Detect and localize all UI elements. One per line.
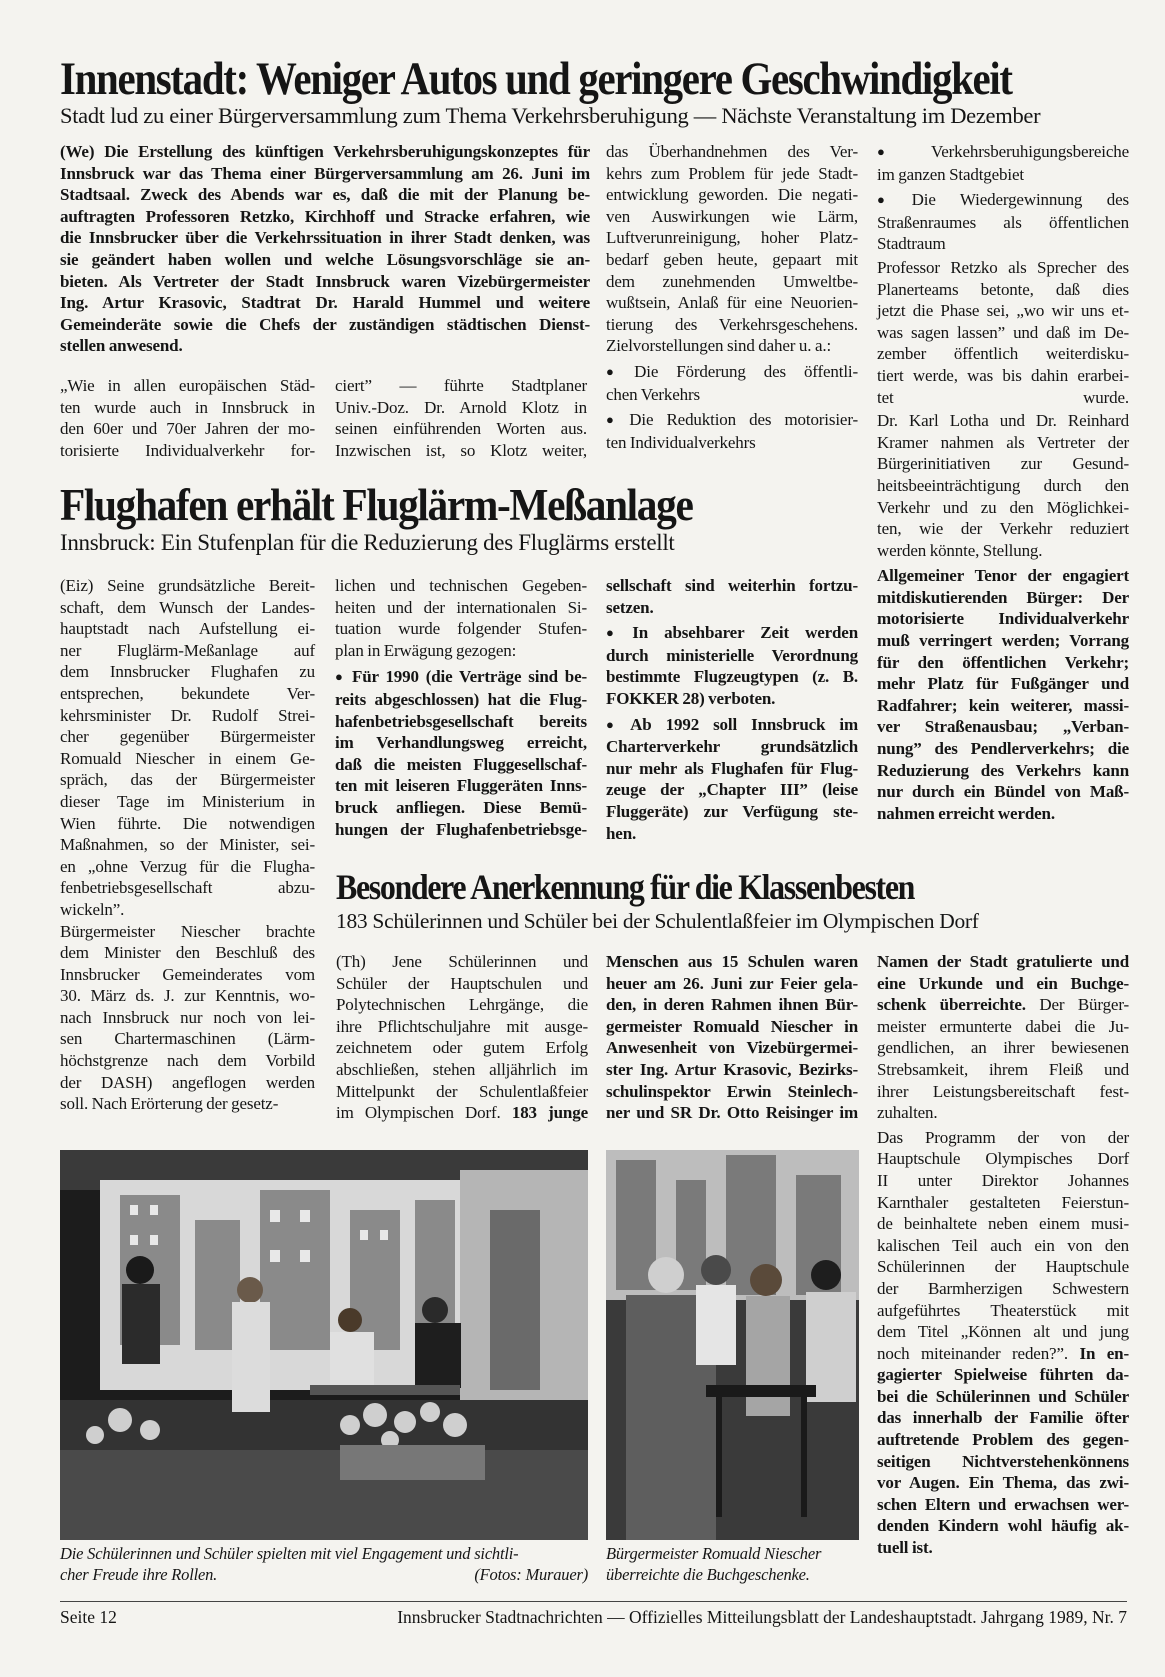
bullet-line: ● Verkehrsberuhigungsbereiche [877,141,1129,164]
article2-col2 [335,575,587,840]
article3-col3 [877,951,1129,1559]
bullet-line: ● Die Förderung des öffentli- [606,361,858,384]
text-line: heiten und der internationalen Si- [335,597,587,617]
text-line: sellschaft sind weiterhin fortzu- [606,576,858,595]
bullet-line: durch ministerielle Verordnung [606,645,858,665]
bold-run: In en- [1067,1343,1129,1363]
text-line: entwicklung geworden. Die negati- [606,185,858,205]
bullet-line: hafenbetriebsgesellschaft bereits [335,711,587,731]
bullet-line: ● In absehbarer Zeit werden [606,622,858,645]
bullet-line: im Verhandlungsweg erreicht, [335,733,587,753]
text-line: Allgemeiner Tenor der engagiert [877,566,1129,586]
text-line: Das Programm der von der [877,1127,1129,1147]
text-line: kalischen Teil auch ein von den [877,1235,1129,1255]
text-line: ster Ing. Artur Krasovic, Bezirks- [606,1059,858,1079]
text-line: germeister Romuald Niescher in [606,1016,858,1036]
text-line: abschließen, stehen alljährlich im [336,1059,588,1079]
bullet-line: bruck anfliegen. Diese Bemü- [335,797,587,817]
text-line: seitigen Nichtverstehenkönnens [877,1451,1129,1471]
text-line: seinen einführenden Worten aus. [335,419,587,439]
text-line: mehr Platz für Fußgänger und [877,674,1129,694]
text-line: Menschen aus 15 Schulen waren [606,952,858,971]
text-run: Der Bürger- [1025,995,1130,1015]
text-line: ten, wie der Verkehr reduziert [877,519,1129,539]
text-line: Schülerinnen der Hauptschule [877,1257,1129,1277]
text-line: soll. Nach Erörterung der gesetz- [60,1094,279,1114]
text-line: Luftverunreinigung, hoher Platz- [606,228,858,248]
text-line: zuhalten. [877,1103,938,1123]
text-line: heuer am 26. Juni zur Feier gela- [606,973,858,993]
text-line: schen Eltern und erwachsen wer- [877,1494,1129,1514]
text-line: muß verringert werden; Vorrang [877,631,1129,651]
text-line: ten wurde auch in Innsbruck in [60,397,315,417]
bullet-line: im ganzen Stadtgebiet [877,164,1024,184]
text-line [877,1343,1129,1365]
text-line: ihrer Leistungsbereitschaft fest- [877,1081,1129,1101]
text-run: im Olympischen Dorf. [336,1103,512,1123]
bullet-line: zeuge der „Chapter III” (leise [606,780,858,800]
text-line: ver Straßenausbau; „Verban- [877,717,1129,737]
text-line: tuation wurde folgender Stufen- [335,619,587,639]
text-line: was sagen lassen” und daß im De- [877,322,1129,342]
text-line: kehrs zum Problem für jede Stadt- [606,163,858,183]
text-line: Karnthaler gestalteten Feierstun- [877,1192,1129,1212]
text-line: werden könnte, Stellung. [877,540,1043,560]
text-line: Mittelpunkt der Schulentlaßfeier [336,1081,588,1101]
text-line: Inzwischen ist, so Klotz weiter, [335,440,587,460]
intro-line: bieten. Als Vertreter der Stadt Innsbruck waren Vizebürgermeister [60,271,590,291]
article2-col1 [60,575,315,1115]
text-line: den, in deren Rahmen ihnen Bür- [606,995,858,1015]
text-line: Wien führte. Die notwendigen [60,813,315,833]
ceremony-photo [606,1150,859,1540]
text-line: (Th) Jene Schülerinnen und [336,952,588,971]
caption-line: Die Schülerinnen und Schüler spielten mit viel Engagement und sichtli- [60,1544,519,1563]
text-line: dieser Tage im Ministerium in [60,791,315,811]
text-line: cher gegenüber Bürgermeister [60,727,315,747]
text-line: vor Augen. Ein Thema, das zwi- [877,1473,1129,1493]
text-line: das innerhalb der Familie öfter [877,1408,1129,1428]
text-line: lichen und technischen Gegeben- [335,576,587,595]
bullet-line: ten mit leiseren Fluggeräten Inns- [335,776,587,796]
text-line: dem zunehmenden Umweltbe- [606,271,858,291]
page-number: Seite 12 [60,1607,117,1627]
text-line: heitsbeeinträchtigung durch den [877,475,1129,495]
article1-title: Innenstadt: Weniger Autos und geringere Geschwindigkeit [60,53,1012,105]
intro-line: (We) Die Erstellung des künftigen Verkehrsberuhigungskonzeptes für [60,142,590,161]
text-line: Polytechnischen Lehrgänge, die [336,995,588,1015]
text-run: noch miteinander reden?”. [877,1343,1068,1363]
stage-photo [60,1150,588,1540]
text-line: kehrsminister Dr. Rudolf Strei- [60,705,315,725]
photo-credit: (Fotos: Murauer) [474,1565,588,1584]
article1-col4 [877,141,1129,824]
caption-line: Bürgermeister Romuald Niescher [606,1544,822,1563]
bullet-line: Fluggeräte) zur Verfügung ste- [606,801,858,821]
text-line: gagierter Spielweise führten da- [877,1365,1129,1385]
text-line: zember öffentlich weiterdisku- [877,344,1129,364]
text-line: Maßnahmen, so der Minister, sei- [60,835,315,855]
text-line: dem Minister den Beschluß des [60,943,315,963]
text-line: der DASH) angeflogen werden [60,1072,315,1092]
text-line: für den öffentlichen Verkehr; [877,652,1129,672]
text-line: nung” des Pendlerverkehrs; die [877,739,1129,759]
text-line: aufgeführtes Theaterstück mit [877,1300,1129,1320]
caption-line: überreichte die Buchgeschenke. [606,1565,810,1584]
bullet-line: ● Ab 1992 soll Innsbruck im [606,714,858,737]
article1-col3 [606,141,858,453]
text-line: tierung des Verkehrsgeschehens. [606,314,858,334]
intro-line: Gemeinderäte sowie die Chefs der zuständigen städtischen Dienst- [60,314,590,334]
text-line: „Wie in allen europäischen Städ- [60,376,315,395]
bullet-line: daß die meisten Fluggesellschaf- [335,754,587,774]
text-line: ner Fluglärm-Meßanlage auf [60,640,315,660]
text-line: Strebsamkeit, ihrem Fleiß und [877,1059,1129,1079]
article3-title: Besondere Anerkennung für die Klassenbesten [336,867,915,907]
text-line: mitdiskutierenden Bürger: Der [877,587,1129,607]
bullet-line: Stadtraum [877,234,946,254]
intro-line: stellen anwesend. [60,336,183,356]
text-line: Planerteams betonte, daß dies [877,279,1129,299]
bullet-line: ● Die Wiedergewinnung des [877,189,1129,212]
bold-run: 183 junge [511,1103,588,1123]
text-line: bei die Schülerinnen und Schüler [877,1386,1129,1406]
bullet-line: bestimmte Flugzeugtypen (z. B. [606,667,858,687]
text-line: höchstgrenze nach dem Vorbild [60,1051,315,1071]
text-line: der Barmherzigen Schwestern [877,1278,1129,1298]
text-line: gendlichen, an ihrer bewiesenen [877,1038,1129,1058]
text-line: tiert werde, was bis dahin erarbei- [877,365,1129,385]
text-line: nahmen erreicht werden. [877,803,1055,823]
text-line: schulinspektor Erwin Steinlech- [606,1081,858,1101]
intro-line: sie geändert haben wollen und welche Lösungsvorschläge sie an- [60,249,590,269]
text-line: setzen. [606,597,654,617]
article2-title: Flughafen erhält Fluglärm-Meßanlage [60,480,693,530]
text-line: 30. März ds. J. zur Kenntnis, wo- [60,986,315,1006]
article1-intro [60,141,590,357]
text-line [336,1102,588,1124]
bullet-line: Charterverkehr grundsätzlich [606,737,858,757]
text-line: denden Kindern wohl häufig ak- [877,1516,1129,1536]
text-line: nur durch ein Bündel von Maß- [877,782,1129,802]
text-line: Bürgerinitiativen zur Gesund- [877,454,1129,474]
article1-col1 [60,375,315,461]
text-line: Reduzierung des Verkehrs kann [877,760,1129,780]
text-line [877,994,1129,1016]
bold-run: schenk überreichte. [877,995,1026,1015]
text-line: motorisierte Individualverkehr [877,609,1129,629]
article2-subtitle: Innsbruck: Ein Stufenplan für die Reduzierung des Fluglärms erstellt [60,530,675,555]
text-line: sen Chartermaschinen (Lärm- [60,1029,315,1049]
text-line: bedarf geben heute, gepaart mit [606,249,858,269]
text-line: II unter Direktor Johannes [877,1170,1129,1190]
text-line: dem Titel „Können alt und jung [877,1322,1129,1342]
text-line: entsprechen, bekundete Ver- [60,683,315,703]
text-line: hauptstadt nach Aufstellung ei- [60,619,315,639]
bullet-line: ● Für 1990 (die Verträge sind be- [335,666,587,689]
text-line: Professor Retzko als Sprecher des [877,257,1129,277]
text-line: ner und SR Dr. Otto Reisinger im [606,1103,858,1123]
footer-rule [60,1601,1127,1602]
intro-line: auftragten Professoren Retzko, Kirchhoff und Stracke erfahren, wie [60,206,590,226]
text-line: de beinhaltete neben einem musi- [877,1214,1129,1234]
text-line: ihre Pflichtschuljahre mit ausge- [336,1016,588,1036]
bullet-line: ● Die Reduktion des motorisier- [606,409,858,432]
text-line: dem Innsbrucker Flughafen zu [60,662,315,682]
text-line: fenbetriebsgesellschaft abzu- [60,878,315,898]
text-line: nach Innsbruck nur noch von lei- [60,1007,315,1027]
text-line: Namen der Stadt gratulierte und [877,952,1129,971]
text-line: tuell ist. [877,1538,933,1558]
text-line: spräch, das der Bürgermeister [60,770,315,790]
text-line: torisierte Individualverkehr for- [60,440,315,460]
ceremony-photo-caption [606,1543,859,1585]
intro-line: Innsbruck war das Thema einer Bürgerversammlung am 26. Juni im [60,163,590,183]
text-line: ven Auswirkungen wie Lärm, [606,206,858,226]
text-line: jetzt die Phase sei, „wo wir uns et- [877,301,1129,321]
article3-col1 [336,951,588,1124]
text-line: plan in Erwägung gezogen: [335,640,517,660]
text-line: Anwesenheit von Vizebürgermei- [606,1038,858,1058]
bullet-line: nur mehr als Flughafen für Flug- [606,758,858,778]
text-line: Radfahrer; kein weiterer, massi- [877,695,1129,715]
article3-subtitle: 183 Schülerinnen und Schüler bei der Schulentlaßfeier im Olympischen Dorf [336,909,979,933]
article2-col3 [606,575,858,844]
text-line: wußtsein, Anlaß für eine Neuorien- [606,293,858,313]
publication-line: Innsbrucker Stadtnachrichten — Offizielles Mitteilungsblatt der Landeshauptstadt. Jahrgang 1989, Nr. 7 [397,1607,1127,1627]
bullet-line: Straßenraumes als öffentlichen [877,212,1129,232]
bullet-line: hungen der Flughafenbetriebsge- [335,819,587,839]
text-line: Univ.-Doz. Dr. Arnold Klotz in [335,397,587,417]
text-line: en „ohne Verzug für die Flugha- [60,856,315,876]
article1-col2 [335,375,587,461]
bullet-line: ten Individualverkehrs [606,432,756,452]
text-line: Schüler der Hauptschulen und [336,973,588,993]
text-line: Verkehr und zu den Möglichkei- [877,497,1129,517]
text-line: Bürgermeister Niescher brachte [60,921,315,941]
intro-line: Stadtsaal. Zweck des Abends war es, daß die mit der Planung be- [60,185,590,205]
text-line: meister ermunterte dabei die Ju- [877,1016,1129,1036]
article1-subtitle: Stadt lud zu einer Bürgerversammlung zum Thema Verkehrsberuhigung — Nächste Veranstaltung im Dezember [60,103,1041,128]
text-line: den 60er und 70er Jahren der mo- [60,419,315,439]
article3-col2 [606,951,858,1124]
intro-line: die Innsbrucker über die Verkehrssituation in ihrer Stadt denken, was [60,228,590,248]
text-line: Kramer nahmen als Vertreter der [877,432,1129,452]
stage-photo-caption [60,1543,588,1585]
text-line: eine Urkunde und ein Buchge- [877,973,1129,993]
text-line: (Eiz) Seine grundsätzliche Bereit- [60,576,315,595]
text-line: zeichnetem oder gutem Erfolg [336,1038,588,1058]
text-line: schaft, dem Wunsch der Landes- [60,597,315,617]
intro-line: Ing. Artur Krasovic, Stadtrat Dr. Harald Hummel und weitere [60,293,590,313]
bullet-line: hen. [606,823,637,843]
text-line: Hauptschule Olympisches Dorf [877,1149,1129,1169]
text-line: das Überhandnehmen des Ver- [606,142,858,161]
bullet-line: FOKKER 28) verboten. [606,688,776,708]
text-line: ciert” — führte Stadtplaner [335,376,587,395]
text-line: Innsbrucker Gemeinderates vom [60,964,315,984]
text-line: wickeln”. [60,899,125,919]
bullet-line: chen Verkehrs [606,384,701,404]
text-line: Zielvorstellungen sind daher u. a.: [606,336,832,356]
caption-line: cher Freude ihre Rollen. [60,1565,218,1584]
text-line: auftretende Problem des gegen- [877,1430,1129,1450]
text-line: tet wurde. [877,387,1129,407]
text-line: Dr. Karl Lotha und Dr. Reinhard [877,411,1129,431]
bullet-line: reits abgeschlossen) hat die Flug- [335,689,587,709]
text-line: Romuald Niescher in einem Ge- [60,748,315,768]
